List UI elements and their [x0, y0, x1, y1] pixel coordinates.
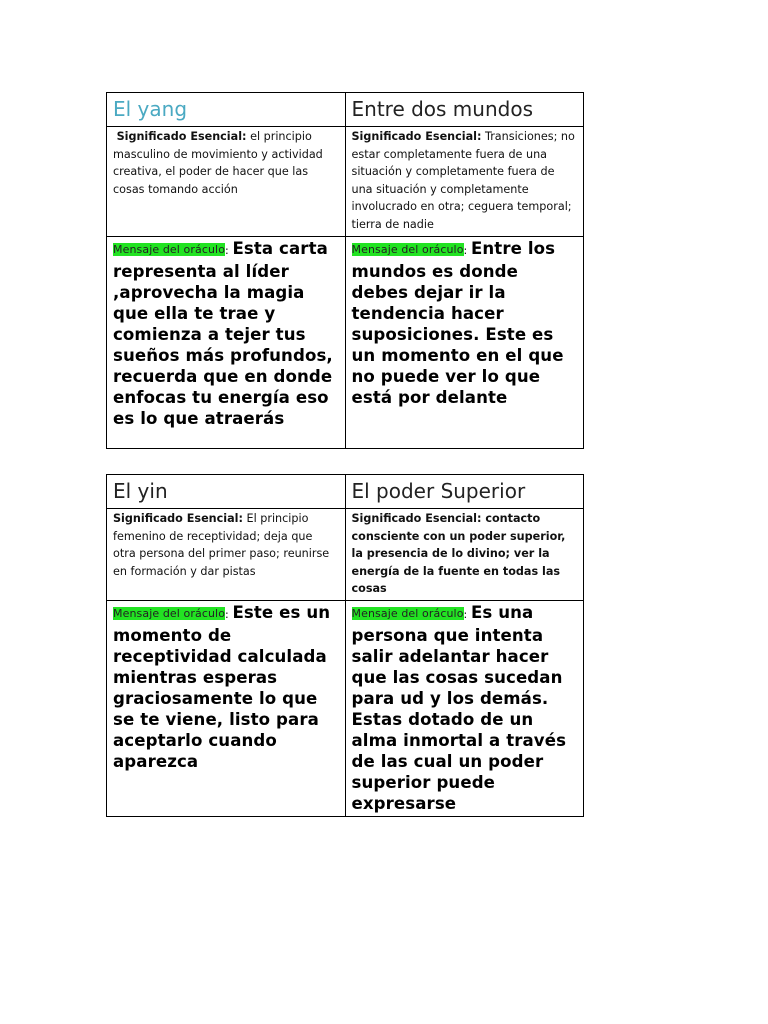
message-text: Esta carta representa al líder ,aprovecha la magia que ella te trae y comienza a tejer tus sueños más profundos, recuerda que en donde enfocas tu energía eso es lo que atraerás: [113, 238, 333, 428]
meaning-text: Transiciones; no estar completamente fuera de una situación y completamente fuera de una situación y completamente involucrado en otra; ceguera temporal; tierra de nadie: [351, 130, 575, 231]
oracle-label: Mensaje del oráculo: [113, 242, 226, 256]
oracle-label: Mensaje del oráculo: [113, 606, 226, 620]
oracle-label: Mensaje del oráculo: [351, 242, 464, 256]
oracle-table-2: [106, 474, 584, 817]
card-title-el-yang: El yang: [107, 93, 346, 127]
card-title-el-poder-superior: El poder Superior: [345, 475, 584, 509]
message-text: Entre los mundos es donde debes dejar ir la tendencia hacer suposiciones. Este es un momento en el que no puede ver lo que está por delante: [351, 238, 564, 407]
meaning-label: Significado Esencial:: [351, 512, 482, 525]
oracle-label: Mensaje del oráculo: [351, 606, 464, 620]
card-meaning-entre-dos-mundos: [345, 127, 584, 237]
meaning-label: Significado Esencial:: [116, 130, 247, 143]
oracle-table-1: [106, 92, 584, 449]
card-message-el-yin: Mensaje del oráculo: Este es un momento de receptividad calculada mientras esperas graciosamente lo que se te viene, listo para aceptarlo cuando aparezca: [107, 600, 346, 816]
message-text: Este es un momento de receptividad calculada mientras esperas graciosamente lo que se te viene, listo para aceptarlo cuando aparezca: [113, 602, 331, 771]
card-message-el-poder-superior: Mensaje del oráculo: Es una persona que intenta salir adelantar hacer que las cosas sucedan para ud y los demás. Estas dotado de un alma inmortal a través de las cual un poder superior puede expresarse: [345, 600, 584, 816]
meaning-text: el principio masculino de movimiento y actividad creativa, el poder de hacer que las cosas tomando acción: [113, 130, 323, 196]
card-meaning-el-yin: [107, 509, 346, 601]
card-title-entre-dos-mundos: Entre dos mundos: [345, 93, 584, 127]
message-text: Es una persona que intenta salir adelantar hacer que las cosas sucedan para ud y los demás. Estas dotado de un alma inmortal a través de las cual un poder superior puede expresarse: [351, 602, 567, 813]
meaning-text: contacto consciente con un poder superior, la presencia de lo divino; ver la energía de la fuente en todas las cosas: [351, 512, 566, 596]
meaning-label: Significado Esencial:: [113, 512, 243, 525]
card-title-el-yin: El yin: [107, 475, 346, 509]
card-message-entre-dos-mundos: Mensaje del oráculo: Entre los mundos es donde debes dejar ir la tendencia hacer suposiciones. Este es un momento en el que no puede ver lo que está por delante: [345, 236, 584, 448]
meaning-label: Significado Esencial:: [351, 130, 482, 143]
card-meaning-el-yang: [107, 127, 346, 237]
meaning-text: El principio femenino de receptividad; deja que otra persona del primer paso; reunirse en formación y dar pistas: [113, 512, 330, 578]
card-message-el-yang: Mensaje del oráculo: Esta carta representa al líder ,aprovecha la magia que ella te trae y comienza a tejer tus sueños más profundos, recuerda que en donde enfocas tu energía eso es lo que atraerás: [107, 236, 346, 448]
card-meaning-el-poder-superior: [345, 509, 584, 601]
